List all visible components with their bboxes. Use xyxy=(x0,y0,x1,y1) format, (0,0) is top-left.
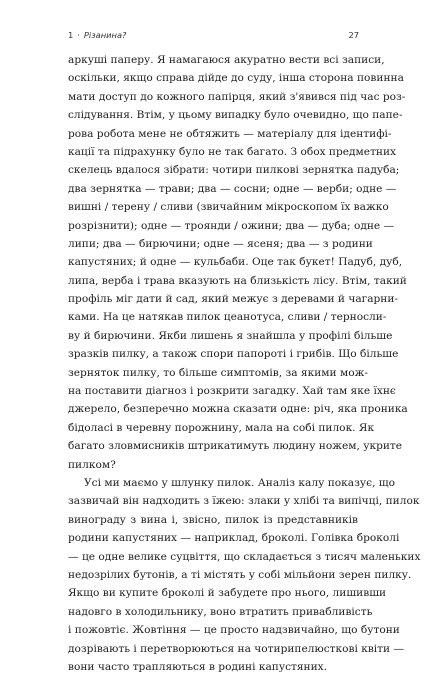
text-line: зерняток пилку, то більше симптомів, за якими мож- xyxy=(68,366,368,379)
text-line: скелець вдалося зібрати: чотири пилкові зернятка падуба; xyxy=(68,164,400,177)
text-line: профіль міг дати й сад, який межує з деревами й чагарни- xyxy=(68,293,398,306)
text-line: ву й бирючини. Якби лишень я знайшла у профілі більше xyxy=(68,329,393,342)
text-line: багато зловмисників штрикатимуть людину ножем, укрите xyxy=(68,440,403,453)
text-line: розрізнити); одне — троянди / ожини; два — дуба; одне — xyxy=(68,219,395,232)
text-line: родини капустяних — наприклад, броколі. Голівка броколі xyxy=(68,532,400,545)
chapter-number: 1 xyxy=(68,30,74,40)
text-line: джерело, безперечно можна сказати одне: річ, яка проника xyxy=(68,403,408,416)
body-text xyxy=(68,51,421,676)
text-line: оскільки, якщо справа дійде до суду, інша сторона повинна xyxy=(68,72,404,85)
text-line: липа, верба і трава вказують на близькість лісу. Втім, такий xyxy=(68,274,407,287)
text-line: дозрівають і перетворюються на чотирипелюсткові квіти — xyxy=(68,642,405,655)
text-line: Якщо ви купите броколі й забудете про нього, лишивши xyxy=(68,587,387,600)
paragraph-last-line: вони часто трапляються в родині капустяних. xyxy=(68,660,328,673)
text-line: кації та підрахунку було не так багато. З обох предметних xyxy=(68,145,397,158)
text-line: мати доступ до кожного папірця, який з'явився під час роз- xyxy=(68,90,406,103)
text-line: на поставити діагноз і розкрити загадку. Хай там яке їхнє xyxy=(68,385,396,398)
text-line: винограду з вина і, звісно, пилок із представників xyxy=(68,513,358,526)
text-line: два зернятка — трави; два — сосни; одне — верби; одне — xyxy=(68,182,397,195)
paragraph-last-line: пилком? xyxy=(68,458,116,471)
chapter-heading xyxy=(68,30,126,40)
text-line: надовго в холодильнику, воно втратить привабливість xyxy=(68,605,373,618)
running-header xyxy=(68,30,359,40)
text-line: слідування. Втім, у цьому випадку було очевидно, що папе- xyxy=(68,109,403,122)
text-line: зразків пилку, а також спори папороті і грибів. Що більше xyxy=(68,348,399,361)
text-line: липи; два — бирючини; одне — ясеня; два — з родини xyxy=(68,237,373,250)
paragraph-first-line: Усі ми маємо у шлунку пилок. Аналіз калу показує, що xyxy=(84,476,395,489)
header-separator: · xyxy=(77,30,80,40)
text-line: рова робота мене не обтяжить — матеріалу для ідентифі- xyxy=(68,127,392,140)
text-line: і пожовтіє. Жовтіння — це просто надзвичайно, що бутони xyxy=(68,624,400,637)
text-line: ками. На це натякав пилок цеанотуса, сливи / терносли- xyxy=(68,311,387,324)
text-line: бідоласі в черевну порожнину, мала на собі пилок. Як xyxy=(68,421,375,434)
text-line: недозрілих бутонів, а ті містять у собі мільйони зерен пилку. xyxy=(68,568,412,581)
text-line: аркуші паперу. Я намагаюся акуратно вести всі записи, xyxy=(68,54,385,66)
text-line: — це одне велике суцвіття, що складається з тисяч маленьких xyxy=(68,550,421,563)
text-line: зазвичай він надходить з їжею: злаки у хлібі та випічці, пилок xyxy=(68,495,420,508)
text-line: капустяних; й одне — кульбаби. Оце так букет! Падуб, дуб, xyxy=(68,256,403,269)
chapter-title: Різанина? xyxy=(83,30,127,40)
text-line: вишні / терену / сливи (звичайним мікроскопом їх важко xyxy=(68,201,389,214)
page-number: 27 xyxy=(348,30,359,40)
